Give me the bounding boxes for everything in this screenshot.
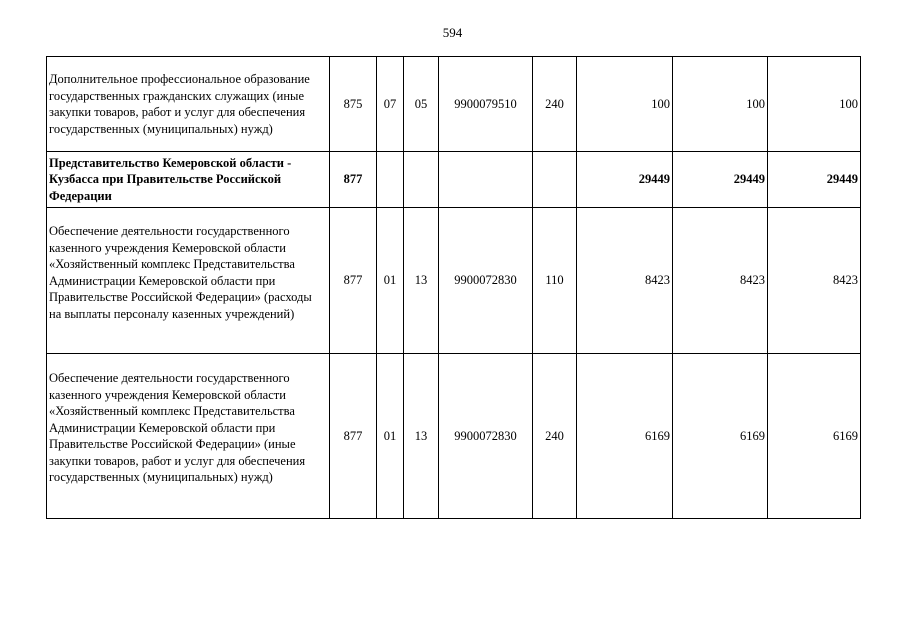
target-article-code: 9900072830 bbox=[439, 208, 533, 354]
target-article-code bbox=[439, 152, 533, 208]
expense-name: Представительство Кемеровской области - Кузбасса при Правительстве Российской Федерации bbox=[47, 152, 330, 208]
subsection-code bbox=[404, 152, 439, 208]
expense-name-text: Обеспечение деятельности государственного казенного учреждения Кемеровской области «Хозяйственный комплекс Представительства Администрации Кемеровской области при Правительстве Российской Федерации» (расходы на выплаты персоналу казенных учреждений) bbox=[49, 224, 312, 321]
ministry-code: 877 bbox=[330, 152, 377, 208]
ministry-code: 877 bbox=[330, 208, 377, 354]
ministry-code: 877 bbox=[330, 354, 377, 519]
subsection-code: 13 bbox=[404, 354, 439, 519]
subsection-code: 05 bbox=[404, 57, 439, 152]
expense-type-code bbox=[533, 152, 577, 208]
section-code: 01 bbox=[377, 208, 404, 354]
table-row bbox=[47, 152, 861, 208]
cell-spacer bbox=[49, 486, 327, 502]
expense-type-code: 110 bbox=[533, 208, 577, 354]
table-row bbox=[47, 354, 861, 519]
subsection-code: 13 bbox=[404, 208, 439, 354]
budget-table bbox=[46, 56, 861, 519]
amount-year-2: 29449 bbox=[673, 152, 768, 208]
amount-year-2: 100 bbox=[673, 57, 768, 152]
amount-year-1: 6169 bbox=[577, 354, 673, 519]
section-code bbox=[377, 152, 404, 208]
amount-year-3: 29449 bbox=[768, 152, 861, 208]
cell-spacer bbox=[49, 322, 327, 338]
amount-year-3: 8423 bbox=[768, 208, 861, 354]
target-article-code: 9900079510 bbox=[439, 57, 533, 152]
table-row bbox=[47, 208, 861, 354]
amount-year-1: 29449 bbox=[577, 152, 673, 208]
target-article-code: 9900072830 bbox=[439, 354, 533, 519]
expense-type-code: 240 bbox=[533, 57, 577, 152]
expense-name bbox=[47, 208, 330, 354]
table-row bbox=[47, 57, 861, 152]
amount-year-1: 100 bbox=[577, 57, 673, 152]
amount-year-2: 8423 bbox=[673, 208, 768, 354]
section-code: 01 bbox=[377, 354, 404, 519]
page-number: 594 bbox=[442, 25, 463, 40]
ministry-code: 875 bbox=[330, 57, 377, 152]
expense-name bbox=[47, 354, 330, 519]
amount-year-2: 6169 bbox=[673, 354, 768, 519]
section-code: 07 bbox=[377, 57, 404, 152]
amount-year-3: 100 bbox=[768, 57, 861, 152]
expense-type-code: 240 bbox=[533, 354, 577, 519]
amount-year-3: 6169 bbox=[768, 354, 861, 519]
expense-name-text: Обеспечение деятельности государственного казенного учреждения Кемеровской области «Хозяйственный комплекс Представительства Администрации Кемеровской области при Правительстве Российской Федерации» (иные закупки товаров, работ и услуг для обеспечения государственных (муниципальных) нужд) bbox=[49, 371, 306, 485]
expense-name: Дополнительное профессиональное образование государственных гражданских служащих (иные закупки товаров, работ и услуг для обеспечения государственных (муниципальных) нужд) bbox=[47, 57, 330, 152]
amount-year-1: 8423 bbox=[577, 208, 673, 354]
